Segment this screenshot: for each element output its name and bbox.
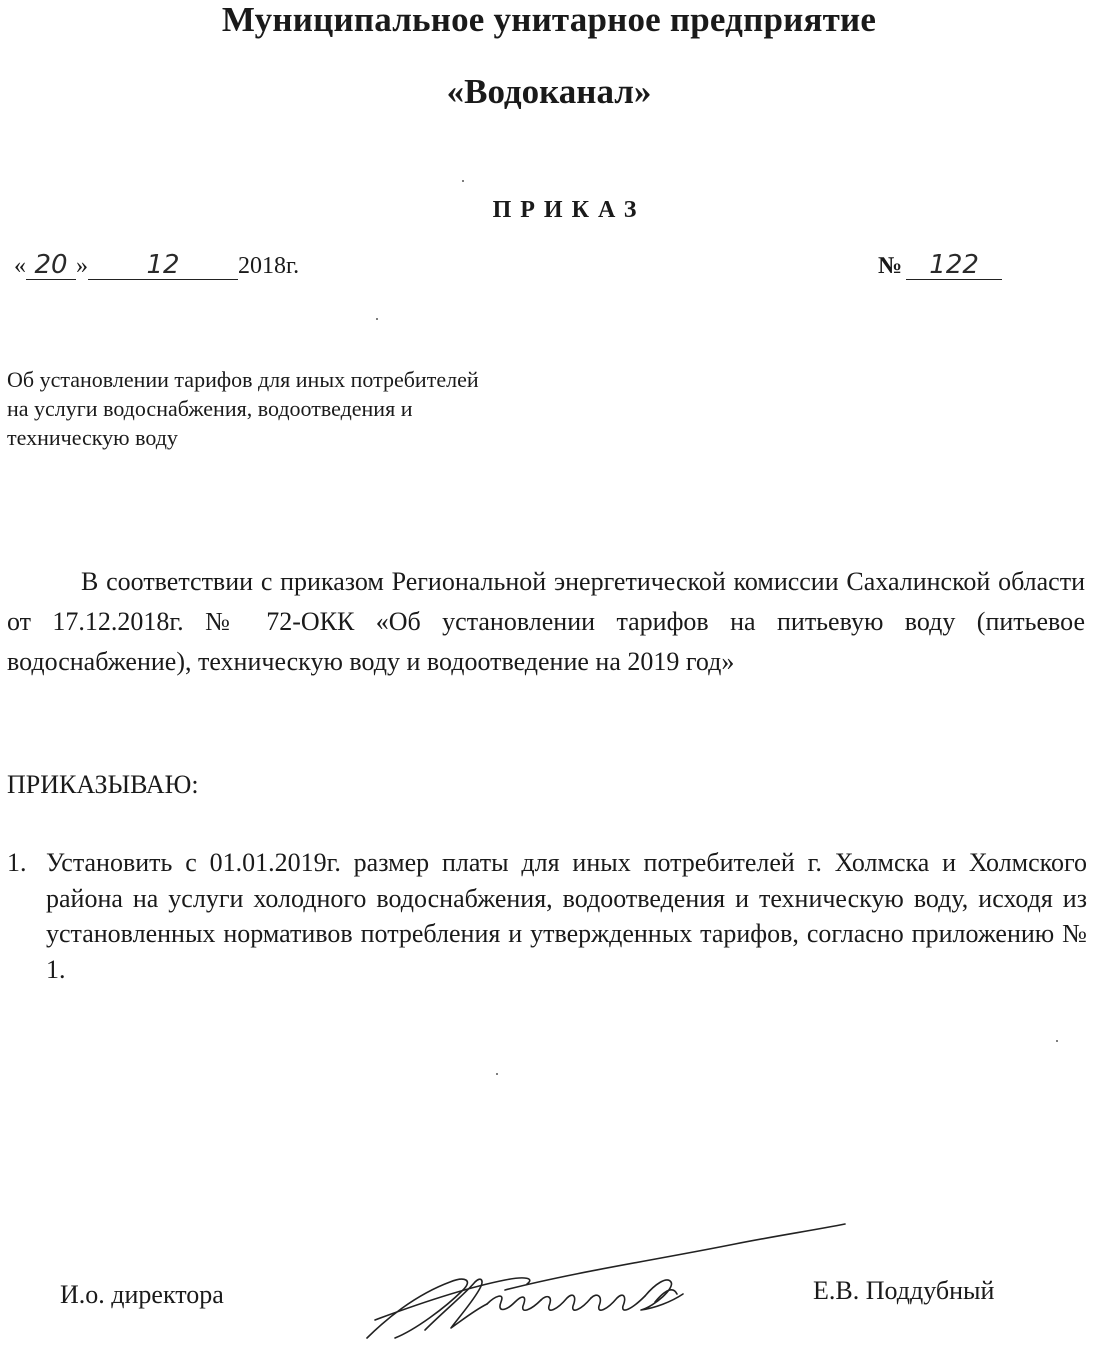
subject-line: техническую воду bbox=[7, 425, 178, 450]
number-label: № bbox=[878, 253, 903, 279]
order-item bbox=[7, 845, 1087, 987]
date-day: 20 bbox=[26, 251, 76, 280]
preamble-paragraph: В соответствии с приказом Региональной энергетической комиссии Сахалинской области от 17.12.2018г. № 72-ОКК «Об установлении тарифов на питьевую воду (питьевое водоснабжение), техническую воду и водоотведение на 2019 год» bbox=[7, 567, 1085, 676]
date-close-quote: » bbox=[76, 253, 88, 279]
scan-speck bbox=[496, 1073, 498, 1075]
org-name-line2: «Водоканал» bbox=[446, 72, 652, 111]
date-open-quote: « bbox=[14, 253, 26, 279]
subject-line: на услуги водоснабжения, водоотведения и bbox=[7, 396, 413, 421]
number-value: 122 bbox=[906, 251, 1002, 280]
document-subject bbox=[7, 365, 627, 452]
scan-speck bbox=[462, 180, 464, 182]
org-name-line1: Муниципальное унитарное предприятие bbox=[221, 0, 877, 39]
handwritten-signature bbox=[355, 1210, 855, 1350]
date-year: 2018г. bbox=[238, 253, 300, 279]
scan-speck bbox=[1056, 1040, 1058, 1042]
signatory-position: И.о. директора bbox=[60, 1280, 224, 1309]
signatory-name: Е.В. Поддубный bbox=[813, 1276, 995, 1305]
subject-line: Об установлении тарифов для иных потребителей bbox=[7, 367, 479, 392]
orders-heading: ПРИКАЗЫВАЮ: bbox=[7, 770, 199, 799]
scan-speck bbox=[376, 318, 378, 320]
date-line bbox=[14, 251, 299, 280]
order-item-number: 1. bbox=[7, 848, 27, 877]
date-month: 12 bbox=[88, 251, 238, 280]
document-number bbox=[878, 251, 1002, 280]
order-item-text: Установить с 01.01.2019г. размер платы для иных потребителей г. Холмска и Холмского района на услуги холодного водоснабжения, водоотведения и техническую воду, исходя из установленных нормативов потребления и утвержденных тарифов, согласно приложению № 1. bbox=[46, 848, 1087, 984]
document-title: ПРИКАЗ bbox=[492, 197, 646, 223]
